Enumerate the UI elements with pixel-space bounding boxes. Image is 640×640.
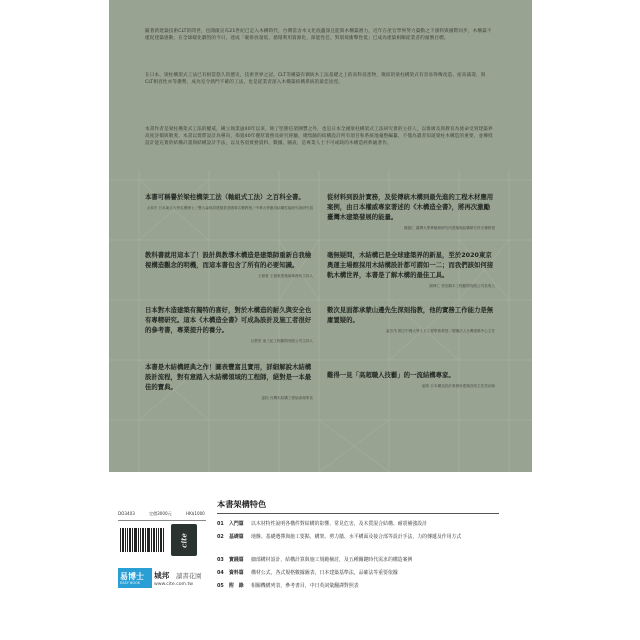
- cite-subtitle: 讀書花園: [176, 572, 202, 580]
- feature-text: 構材公式，各式規格數據圖表，日本建築基準法，品確法等重要依據: [251, 570, 398, 576]
- publisher-url: www.cite.com.tw: [154, 582, 194, 587]
- endorsement-quote: [145, 362, 313, 401]
- feature-item: [217, 570, 507, 577]
- feature-text: 以木材特性說明各構件對結構的影響、常見危害，及木質混合結構、耐震補強設計: [251, 521, 428, 527]
- price-twd: 定價3000元: [149, 511, 172, 516]
- price-hkd: HK$1000: [186, 511, 205, 516]
- intro-paragraph: 在日本，梁柱構架式工法已有相當悠久的歷史，技術世界之冠。CLT等構築有偶統木工法基礎之上的高科技產物，微結的梁柱構架式有容易得傳改造、座高減壽，與CLT相容性亦等優勢，成為室令熱門不確的工法，也是從業者深入木構築結構系統的最佳途徑。: [145, 73, 486, 86]
- intro-paragraph: 隨著新建築技術CLT的問世，也開啟宣布21世紀已走入木構時代，台灣當舍木文化底蘊深且能與木構築潛力，近年在產官學界努力築動之下頒料與國際同步，木構築不僅促建築感動，在全球暖化劇烈的今日，達成「碳排放量低、循環利用資源化、節能性佳、對環境衝擊性低」已成為建築相關從業者的頭號目標。: [145, 29, 492, 42]
- feature-item: [217, 534, 507, 541]
- quote-text: 本書可稱譽於梁柱構架工法（軸組式工法）之百科全書。: [145, 193, 305, 201]
- quote-text: 數次見面都承蒙山邊先生深刻指教，他的實務工作能力是無庸置疑的。: [327, 306, 494, 324]
- lower-panel: [109, 472, 532, 640]
- feature-name: 附 錄: [229, 583, 244, 589]
- feature-number: 04: [217, 570, 224, 576]
- quote-author: 太和夫 日本東京大學名譽博士／豐大森林清建築業設國事名譽教授／中華大學應用結構性能研究會研究員: [146, 206, 313, 210]
- quote-author: 邵拓 台灣木結構工程協會理事長: [261, 396, 313, 400]
- quote-text: 日本對木造建築有獨特的喜好，對於木構造的耐久與安全也有專精研究。這本《木構造全書》可成為設計及施工者很好的參考書，專業提升的養分。: [145, 306, 312, 334]
- endorsement-quote: [327, 370, 495, 389]
- feature-number: 05: [217, 583, 224, 589]
- endorsement-quote: [327, 192, 495, 231]
- upper-panel: [109, 0, 532, 472]
- quote-text: 毫無疑問，木結構已是全球建築界的新星，至於2020東京奧運主場館採用木結構設計都可謂如一二；而我們該如何接軌木構世界，本書是了解木構的最佳工具。: [327, 251, 494, 279]
- brand-name: 易博士: [120, 572, 144, 581]
- feature-name: 入門篇: [229, 521, 244, 527]
- quote-author: 趙韋 日本構造設計事務所建築首席主任設計師: [421, 384, 495, 388]
- easybook-logo: [118, 568, 152, 588]
- feature-name: 實踐篇: [229, 557, 244, 563]
- feature-number: 02: [217, 534, 224, 540]
- feature-number: 03: [217, 557, 224, 563]
- publisher-brand: [118, 568, 208, 594]
- brand-subtitle: EASY BOOK: [120, 581, 141, 585]
- feature-text: 相關機構列表，參考書目，中日英詞彙翻譯對照表: [251, 583, 359, 589]
- feature-item: [217, 521, 507, 528]
- feature-name: 資料篇: [229, 570, 244, 576]
- endorsement-quote: [145, 192, 313, 211]
- quote-author: 呂教堂 東工紀工程顧問有限公司主持人: [250, 339, 313, 343]
- quote-author: 謝坤仁 瑩信鋼木工程顧問有限公司負責人: [429, 284, 495, 288]
- feature-item: [217, 583, 507, 590]
- intro-paragraph: 本書作者是梁柱構架式工法的權威，橫立執業逾40年以來，除了堅勝信架陳豐之外，也是日本全國梁柱構架式工法研究會的主持人，以推廣及與教育為使命受到建築界高度評價與敬愛。本書以實際設計為導向，佈置40年優厚實務及研究經驗，總集隨的結構設計所有項目和系統地彙整編纂，不僅為讀者知道梁柱木構造的重要，並傳授設計能充實的結構計畫與結構設計手法，以及各項實務資料、數據、圖表，是專業人士不可或缺的木構造經典級著作。: [145, 127, 493, 147]
- quote-text: 從材料到設計實務，及從傳統木構到最先進的工程木材應用案例，由日本權威專家著述的《木構造全書》，將再次激勵臺灣木建築發展的能量。: [327, 193, 494, 221]
- feature-text: 細部構材設計，結構計算與施工規範檢討，及五種關鍵時代需求的構造案例: [251, 557, 413, 563]
- cite-name: 城邦: [154, 571, 170, 580]
- endorsement-quote: [327, 305, 495, 334]
- quote-text: 教科書就用這本了！設計與教導木構造是建築師重新自我檢視構造觀念的明機，而這本書包含了所有的必要知識。: [145, 251, 312, 269]
- feature-name: 基礎篇: [229, 534, 244, 540]
- quote-text: 難得一見「高超職人技藝」的一流結構專家。: [327, 371, 455, 379]
- feature-text: 地盤、基礎選擇與施工要點，構架、剪力牆、水平構面及接合部等設計手法，力的傳遞及作用方式: [251, 534, 462, 540]
- quote-author: 蕭芳茂 國立中興大學土木工程學系教授／財團法人台灣建築中心主任: [386, 329, 495, 333]
- product-code: DO3403: [118, 511, 135, 516]
- divider: [118, 520, 206, 521]
- feature-number: 01: [217, 521, 224, 527]
- endorsement-quote: [145, 250, 313, 279]
- features-title: 本書架構特色: [217, 499, 267, 509]
- quote-text: 本書是木結構經典之作！圖表豐富且實用，詳細解說木結構設計流程，對有意踏入木結構領域的工程師，絕對是一本最佳的寶典。: [145, 363, 312, 391]
- barcode-icon: [118, 526, 166, 556]
- book-back-cover: [109, 0, 532, 640]
- cite-logo: [171, 524, 197, 556]
- endorsement-quote: [327, 250, 495, 289]
- quote-author: 王碩豪 王碩豪建築師事務所主持人: [257, 274, 313, 278]
- endorsement-quote: [145, 305, 313, 344]
- divider: [217, 513, 499, 514]
- cite-logo-text: cite: [179, 533, 189, 548]
- quote-author: 陳啟仁 臺灣大學實驗林研究所建築與結構研究所名譽教授: [404, 226, 495, 230]
- wood-frame-pattern: [109, 0, 532, 472]
- feature-item: [217, 557, 507, 564]
